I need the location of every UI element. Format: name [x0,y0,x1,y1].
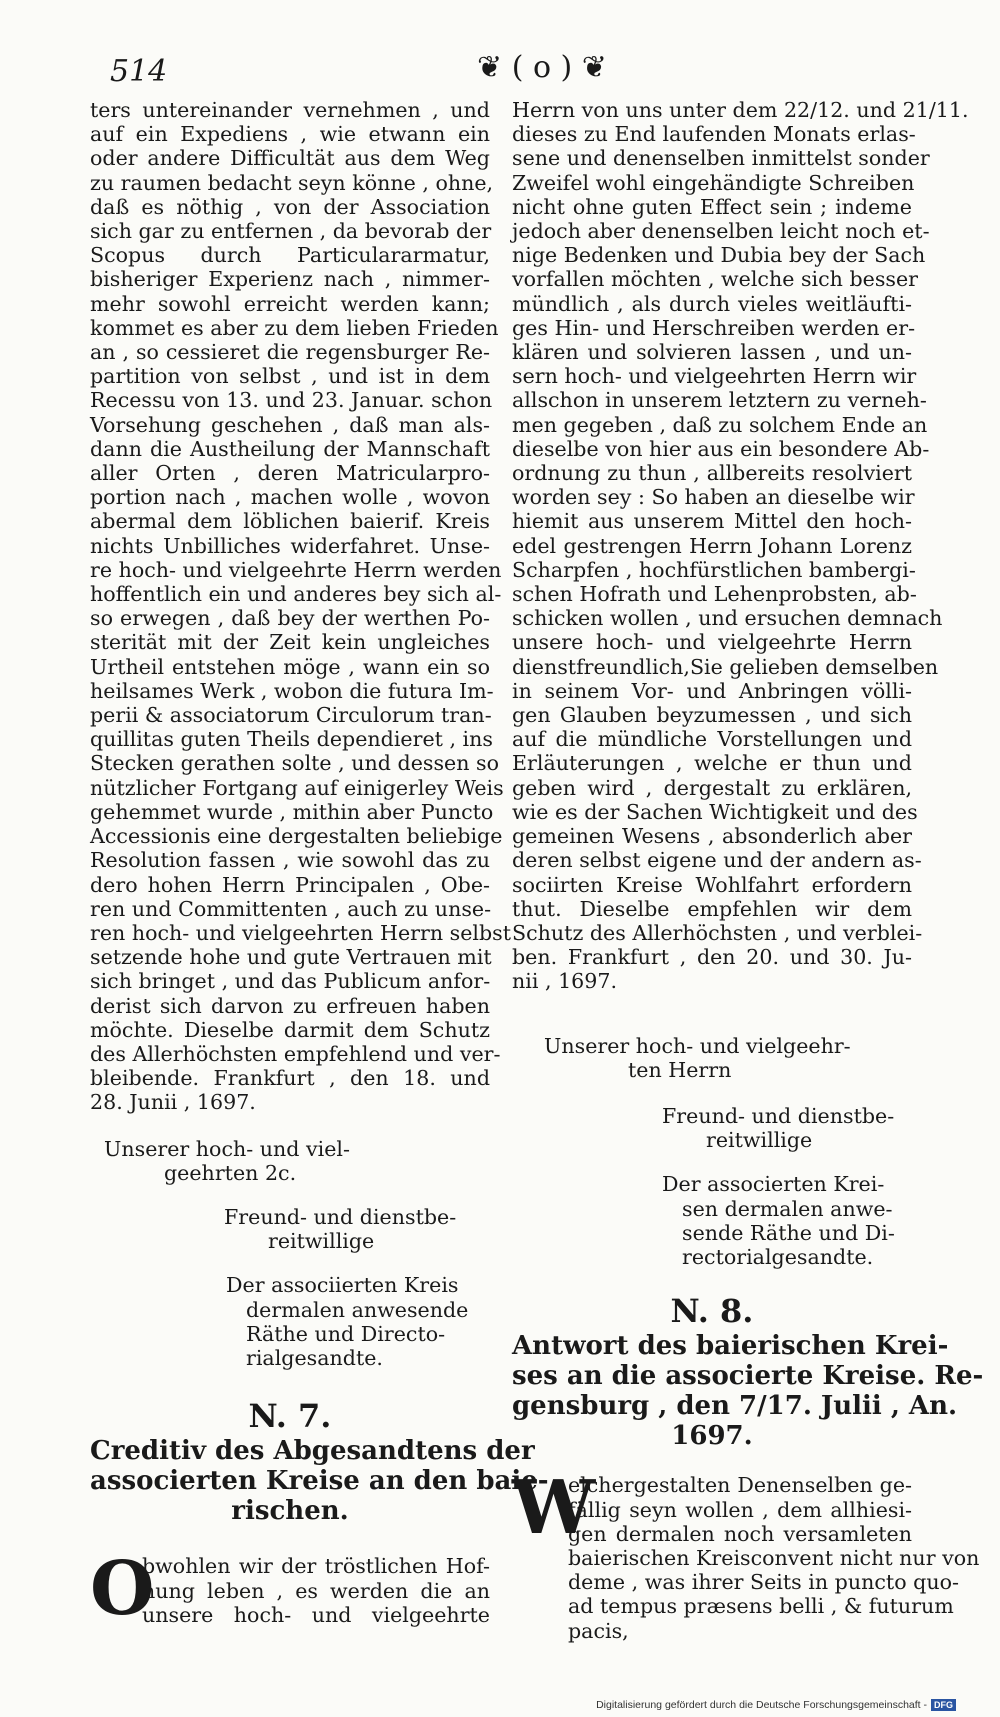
text-line: an , so cessieret die regensburger Re- [90,340,490,365]
header-ornament: ❦ ( o ) ❦ [477,50,607,85]
left-column [90,98,549,1633]
text-line: ren und Committenten , auch zu unse- [90,896,492,921]
text-line: geehrten 2c. [164,1160,297,1185]
text-line: daß es nöthig , von der Association [90,194,490,219]
text-line: möchte. Dieselbe darmit dem Schutz [90,1017,490,1042]
text-line: men gegeben , daß zu solchem Ende an [512,412,928,437]
text-line: rialgesandte. [246,1345,383,1370]
text-line: fällig seyn wollen , dem allhiesi- [568,1497,912,1522]
document-title-n8 [512,1331,984,1452]
text-line: ters untereinander vernehmen , und [90,98,490,122]
text-line: deren selbst eigene und der andern as- [512,848,922,873]
closing-formula [512,1104,912,1152]
text-line: nung leben , es werden die an [142,1578,490,1603]
text-line: sich bringet , und das Publicum anfor- [90,969,491,994]
text-line: allschon in unserem letztern zu verneh- [512,388,927,413]
text-line: dieses zu End laufenden Monats erlas- [512,122,916,147]
letter-body-left [90,98,512,1115]
text-line: ren hoch- und vielgeehrten Herrn selbst [90,920,512,945]
text-line: bwohlen wir der tröstlichen Hof- [142,1554,490,1579]
text-line: unsere hoch- und vielgeehrte Herrn [512,630,912,655]
text-line: aller Orten , deren Matricularpro- [90,461,490,486]
text-line: dann die Austheilung der Mannschaft [90,436,490,461]
drop-capital: O [90,1546,155,1633]
text-line: Unserer hoch- und viel- [104,1136,350,1161]
text-line: 1697. [671,1421,753,1452]
text-line: vorfallen möchten , welche sich besser [512,267,919,292]
text-line: bisheriger Experienz nach , nimmer- [90,267,490,292]
text-line: unsere hoch- und vielgeehrte [142,1602,490,1627]
text-line: auf die mündliche Vorstellungen und [512,727,912,752]
text-line: Der associierten Kreis [226,1273,459,1298]
section-number-n7: N. 7. [248,1397,332,1436]
antwort-body [512,1465,980,1643]
text-line: Vorsehung geschehen , daß man als- [90,412,490,437]
text-line: dero hohen Herrn Principalen , Obe- [90,872,490,897]
text-line: dieselbe von hier aus ein besondere Ab- [512,436,930,461]
text-line: sern hoch- und vielgeehrten Herrn wir [512,364,917,389]
text-line: gehemmet wurde , mithin aber Puncto [90,799,494,824]
text-line: Stecken gerathen solte , und dessen so [90,751,499,776]
closing-salutation [512,1034,912,1082]
text-line: schicken wollen , und ersuchen demnach [512,606,943,631]
digitization-credit [596,1699,956,1711]
text-line: nige Bedenken und Dubia bey der Sach [512,243,926,268]
text-line: reitwillige [706,1128,813,1153]
text-line: mehr sowohl erreicht werden kann; [90,291,490,316]
signatories [512,1172,912,1269]
text-line: ten Herrn [628,1057,732,1082]
text-line: dermalen anwesende [246,1297,469,1322]
text-line: Scopus durch Particulararmatur, [90,243,490,268]
section-number-n8: N. 8. [670,1292,754,1331]
text-line: Erläuterungen , welche er thun und [512,751,912,776]
text-line: Freund- und dienstbe- [662,1103,895,1128]
text-line: klären und solvieren lassen , und un- [512,340,912,365]
text-line: Unserer hoch- und vielgeehr- [544,1033,851,1058]
drop-capital: W [512,1465,596,1552]
text-line: hiemit aus unserem Mittel den hoch- [512,509,912,534]
text-line: nichts Unbilliches widerfahret. Unse- [90,533,490,558]
text-line: Der associerten Krei- [662,1172,885,1197]
text-line: heilsames Werk , wobon die futura Im- [90,678,494,703]
letter-body-right [512,98,969,994]
text-line: Creditiv des Abgesandtens der [90,1436,535,1467]
closing-salutation [90,1137,490,1185]
text-line: portion nach , machen wolle , wovon [90,485,490,510]
text-line: pacis, [568,1618,629,1643]
text-line: sende Räthe und Di- [682,1220,895,1245]
signatories [90,1273,490,1370]
text-line: wie es der Sachen Wichtigkeit und des [512,799,918,824]
text-line: associerten Kreise an den baie- [90,1466,549,1497]
text-line: sociirten Kreise Wohlfahrt erfordern [512,872,912,897]
text-line: in seinem Vor- und Anbringen völli- [512,678,912,703]
credit-text: Digitalisierung gefördert durch die Deutsche Forschungsgemeinschaft - [596,1699,927,1711]
text-line: elchergestalten Denenselben ge- [568,1473,912,1498]
text-line: abermal dem löblichen baierif. Kreis [90,509,490,534]
text-line: hoffentlich ein und anderes bey sich al- [90,582,502,607]
text-line: thut. Dieselbe empfehlen wir dem [512,896,912,921]
text-line: perii & associatorum Circulorum tran- [90,703,492,728]
text-line: nicht ohne guten Effect sein ; indeme [512,194,912,219]
text-line: jedoch aber denenselben leicht noch et- [512,219,930,244]
text-line: setzende hohe und gute Vertrauen mit [90,945,492,970]
text-line: des Allerhöchsten empfehlend und ver- [90,1041,501,1066]
text-line: kommet es aber zu dem lieben Frieden [90,315,499,340]
text-line: Herrn von uns unter dem 22/12. und 21/11. [512,98,969,122]
text-line: ben. Frankfurt , den 20. und 30. Ju- [512,945,912,970]
text-line: ges Hin- und Herschreiben werden er- [512,315,916,340]
text-line: partition von selbst , und ist in dem [90,364,490,389]
text-line: Recessu von 13. und 23. Januar. schon [90,388,493,413]
text-line: zu raumen bedacht seyn könne , ohne, [90,170,494,195]
text-line: 28. Junii , 1697. [90,1090,256,1115]
page-header [92,48,912,88]
text-line: ses an die associerte Kreise. Re- [512,1361,984,1392]
text-line: gen Glauben beyzumessen , und sich [512,703,912,728]
text-line: re hoch- und vielgeehrte Herrn werden [90,557,502,582]
dfg-logo: DFG [931,1699,956,1711]
text-line: baierischen Kreisconvent nicht nur von [568,1545,980,1570]
text-line: gemeinen Wesens , absonderlich aber [512,824,912,849]
text-line: rectorialgesandte. [682,1244,874,1269]
text-line: deme , was ihrer Seits in puncto quo- [568,1570,959,1595]
text-line: rischen. [231,1496,349,1527]
text-line: ordnung zu thun , allbereits resolviert [512,461,912,486]
text-line: Schutz des Allerhöchsten , und verblei- [512,920,923,945]
creditiv-body [90,1546,490,1633]
text-line: sich gar zu entfernen , da bevorab der [90,219,492,244]
text-line: gensburg , den 7/17. Julii , An. [512,1391,958,1422]
text-line: Resolution fassen , wie sowohl das zu [90,848,490,873]
text-line: Freund- und dienstbe- [224,1204,457,1229]
text-line: sene und denenselben inmittelst sonder [512,146,930,171]
text-line: Urtheil entstehen möge , wann ein so [90,654,490,679]
text-line: edel gestrengen Herrn Johann Lorenz [512,533,912,558]
right-column [512,98,984,1643]
text-line: sen dermalen anwe- [682,1196,893,1221]
text-line: Zweifel wohl eingehändigte Schreiben [512,170,915,195]
text-line: oder andere Difficultät aus dem Weg [90,146,490,171]
document-title-n7 [90,1436,549,1527]
text-line: schen Hofrath und Lehenprobsten, ab- [512,582,917,607]
text-line: nützlicher Fortgang auf einigerley Weis [90,775,504,800]
text-line: Scharpfen , hochfürstlichen bambergi- [512,557,916,582]
text-line: so erwegen , daß bey der werthen Po- [90,606,490,631]
text-line: geben wird , dergestalt zu erklären, [512,775,912,800]
text-line: dienstfreundlich,Sie gelieben demselben [512,654,939,679]
text-line: derist sich darvon zu erfreuen haben [90,993,490,1018]
text-line: Accessionis eine dergestalten beliebige [90,824,503,849]
text-line: nii , 1697. [512,969,618,994]
text-line: mündlich , als durch vieles weitläufti- [512,291,912,316]
page-number: 514 [110,54,168,89]
text-line: worden sey : So haben an dieselbe wir [512,485,915,510]
closing-formula [90,1205,490,1253]
text-line: ad tempus præsens belli , & futurum [568,1594,954,1619]
text-line: Räthe und Directo- [246,1321,446,1346]
text-line: bleibende. Frankfurt , den 18. und [90,1066,490,1091]
text-line: auf ein Expediens , wie etwann ein [90,122,490,147]
text-line: reitwillige [268,1229,375,1254]
text-line: gen dermalen noch versamleten [568,1521,912,1546]
text-line: Antwort des baierischen Krei- [512,1331,949,1362]
text-line: quillitas guten Theils dependieret , ins [90,727,493,752]
text-line: sterität mit der Zeit kein ungleiches [90,630,490,655]
